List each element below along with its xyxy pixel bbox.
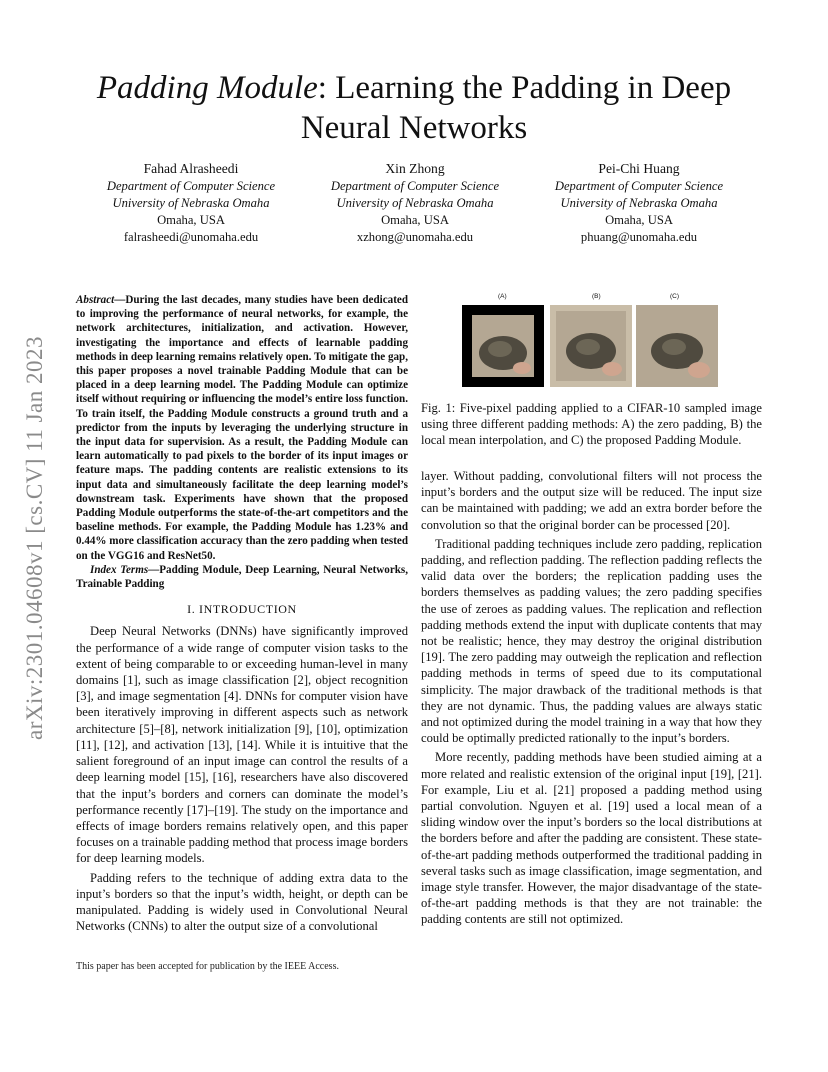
right-paragraph-2: Traditional padding techniques include zero padding, replication padding, and reflection padding. The reflection padding reflects the valid data over the borders; the replication padding uses the borders themselves as padding values; the zero padding specifies the use of zeroes as padding values. The replication and reflection padding methods extend the input with duplicate contents that may not be realistic; hence, they may destroy the original distribution [19]. The zero padding may outweigh the replication and reflection padding methods in terms of speed due to its computational simplicity. The major drawback of the traditional methods is that they are not dynamic. Thus, the padding values are always static and not optimized during the model training in a way that how they could be optimally predicted rationally to the input’s borders. (421, 536, 762, 746)
title-rest: : Learning the Padding in Deep Neural Networks (300, 70, 732, 146)
paper-title (60, 68, 768, 148)
index-terms-text: —Padding Module, Deep Learning, Neural Networks, Trainable Padding (76, 563, 409, 591)
abstract-text: —During the last decades, many studies have been dedicated to improving the performance of neural networks, for example, the network architectures, initialization, and activation. However, investigating the importance and effects of learnable padding methods in deep learning remains relatively open. To mitigate the gap, this paper proposes a novel trainable Padding Module that can be placed in a deep learning model. The Padding Module can optimize itself without requiring or influencing the model’s entire loss function. To train itself, the Padding Module constructs a ground truth and a predictor from the inputs by leveraging the underlying structure in the input data for supervision. As a result, the Padding Module can learn automatically to pad pixels to the border of its input images or feature maps. The padding contents are realistic extensions to its input data and simultaneously facilitate the deep learning model’s downstream task. Experiments have shown that the proposed Padding Module outperforms the state-of-the-art competitors and the baseline methods. For example, the Padding Module has 1.23% and 0.44% more classification accuracy than the zero padding when tested on the VGG16 and ResNet50. (76, 294, 408, 562)
figure-label-c: (C) (670, 293, 680, 300)
author-location: Omaha, USA (381, 213, 449, 227)
section-heading: I. INTRODUCTION (187, 602, 297, 617)
right-column (421, 468, 762, 928)
author-dept: Department of Computer Science (106, 179, 276, 193)
author-2 (304, 160, 526, 246)
author-name: Xin Zhong (385, 161, 445, 176)
author-email: xzhong@unomaha.edu (356, 230, 474, 244)
author-email: phuang@unomaha.edu (580, 230, 698, 244)
abstract (76, 293, 408, 563)
left-column (76, 293, 408, 934)
footnote: This paper has been accepted for publication by the IEEE Access. (76, 961, 339, 972)
figure-image-padding-module (636, 305, 718, 387)
figure-label-a: (A) (498, 293, 507, 300)
author-1 (80, 160, 302, 246)
abstract-label: Abstract (76, 294, 115, 306)
intro-paragraph-1: Deep Neural Networks (DNNs) have significantly improved the performance of a wide range of computer vision tasks to the extent of being comparable to or exceeding human-level in many domains [1], such as image classification [2], object recognition [3], and image segmentation [4]. DNNs for computer vision have been iteratively improving in different aspects such as network architecture [5]–[8], network initialization [9], [10], optimization [11], [12], and activation [13], [14]. While it is intuitive that the salient foreground of an input image can control the results of a deep learning model [15], [16], researchers have also discovered that the input’s borders and corners can dominate the model’s performance recently [17]–[19]. The study on the importance and effects of image borders remains relatively open, and this paper focuses on a trainable padding method that process image borders for deep learning models. (76, 624, 408, 866)
author-block (80, 160, 750, 246)
figure-image-zero-padding (462, 305, 544, 387)
right-paragraph-3: More recently, padding methods have been studied aiming at a more related and realistic extension of the original input [19], [21]. For example, Liu et al. [21] proposed a padding method using partial convolution. Nguyen et al. [19] used a local mean of a sliding window over the input’s borders so the local distributions at the borders before and after the padding are consistent. These state-of-the-art padding methods outperformed the traditional padding in several tasks such as image classification, image segmentation, and image style transfer. However, the major disadvantage of the state-of-the-art padding methods is that they are not trainable: the padding contents are still not optimized. (421, 750, 762, 927)
author-location: Omaha, USA (605, 213, 673, 227)
author-email: falrasheedi@unomaha.edu (123, 230, 259, 244)
title-italic: Padding Module (96, 70, 318, 106)
index-terms (76, 563, 408, 591)
author-name: Fahad Alrasheedi (143, 161, 239, 176)
author-univ: University of Nebraska Omaha (336, 196, 494, 210)
index-terms-label: Index Terms (90, 563, 149, 576)
figure-image-local-mean (550, 305, 632, 387)
figure-caption: Fig. 1: Five-pixel padding applied to a CIFAR-10 sampled image using three different padding methods: A) the zero padding, B) the local mean interpolation, and C) the proposed Padding Module. (421, 401, 762, 448)
right-paragraph-1: layer. Without padding, convolutional filters will not process the input’s borders and the output size will be reduced. The input size can be maintained with padding; we add an extra border before the convolution so that the original border can be processed [20]. (421, 469, 762, 532)
author-location: Omaha, USA (157, 213, 225, 227)
author-univ: University of Nebraska Omaha (560, 196, 718, 210)
arxiv-stamp: arXiv:2301.04608v1 [cs.CV] 11 Jan 2023 (22, 336, 47, 740)
author-dept: Department of Computer Science (330, 179, 500, 193)
author-3 (528, 160, 750, 246)
figure-label-b: (B) (592, 293, 601, 300)
author-dept: Department of Computer Science (554, 179, 724, 193)
intro-paragraph-2: Padding refers to the technique of adding extra data to the input’s borders so that the input’s width, height, or depth can be manipulated. Padding is widely used in Convolutional Neural Networks (CNNs) to alter the output size of a convolutional (76, 870, 408, 934)
figure-1 (462, 293, 722, 393)
author-univ: University of Nebraska Omaha (112, 196, 270, 210)
author-name: Pei-Chi Huang (598, 161, 680, 176)
